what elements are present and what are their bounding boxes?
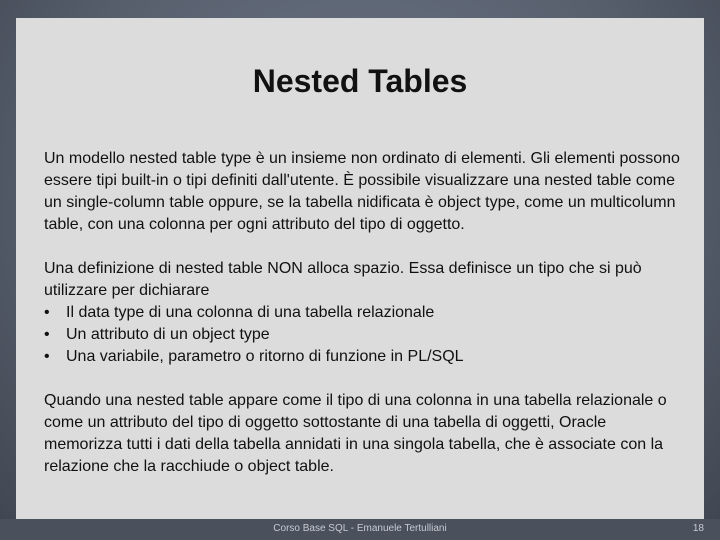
- slide-title: Nested Tables: [252, 63, 468, 99]
- bullet-item: • Un attributo di un object type: [44, 324, 684, 346]
- slide-content: [44, 148, 684, 500]
- paragraph-definition-block: [44, 258, 684, 368]
- bullet-item: • Una variabile, parametro o ritorno di funzione in PL/SQL: [44, 346, 684, 368]
- bullet-dot-icon: •: [44, 304, 50, 321]
- slide: [16, 18, 704, 533]
- bullet-dot-icon: •: [44, 348, 50, 365]
- bullet-dot-icon: •: [44, 326, 50, 343]
- bullet-list: [44, 302, 684, 368]
- bullet-item: • Il data type di una colonna di una tabella relazionale: [44, 302, 684, 324]
- paragraph-intro: Un modello nested table type è un insieme non ordinato di elementi. Gli elementi possono essere tipi built-in o tipi definiti dall'utente. È possibile visualizzare una nested table come un single-column table oppure, se la tabella nidificata è object type, come un multicolumn table, con una colonna per ogni attributo del tipo di oggetto.: [44, 150, 680, 233]
- paragraph-definition: Una definizione di nested table NON alloca spazio. Essa definisce un tipo che si può utilizzare per dichiarare: [44, 260, 642, 299]
- footer-bar: [0, 519, 720, 540]
- page-number: 18: [692, 523, 704, 534]
- footer-text: Corso Base SQL - Emanuele Tertulliani: [273, 523, 447, 534]
- paragraph-storage: Quando una nested table appare come il tipo di una colonna in una tabella relazionale o come un attributo del tipo di oggetto sottostante di una tabella di oggetti, Oracle memorizza tutti i dati della tabella annidati in una singola tabella, che è associate con la relazione che la racchiude o object table.: [44, 392, 667, 475]
